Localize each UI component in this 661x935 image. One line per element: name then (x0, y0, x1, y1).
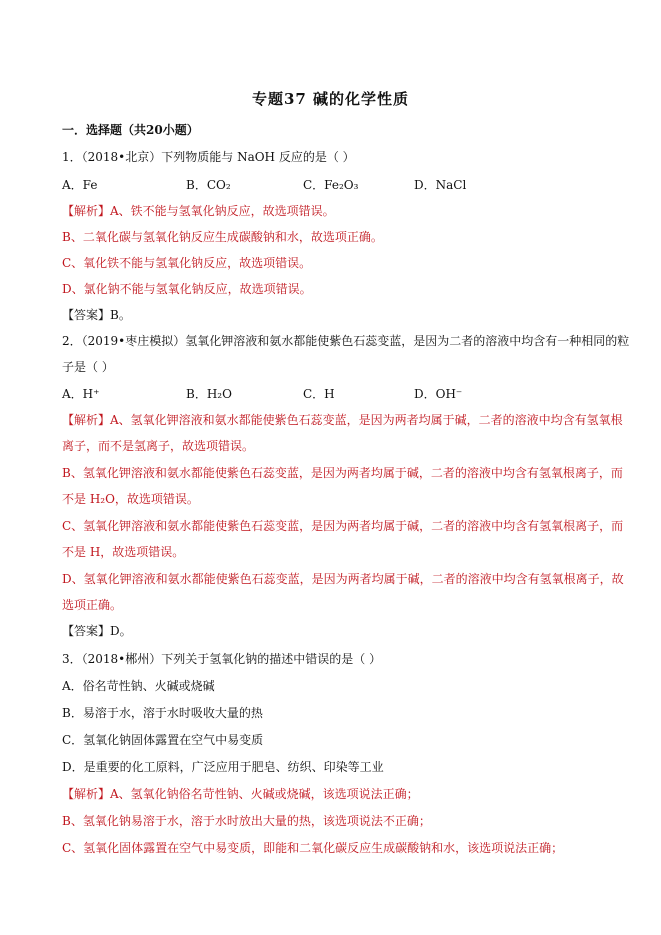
q2-analysis-line: 离子，而不是氢离子，故选项错误。 (62, 439, 255, 453)
q1-analysis-line: 【解析】A、铁不能与氢氧化钠反应，故选项错误。 (62, 204, 335, 218)
q1-option-c: C．Fe₂O₃ (303, 178, 359, 192)
q3-option-a: A．俗名苛性钠、火碱或烧碱 (62, 679, 215, 693)
q2-analysis-line: B、氢氧化钾溶液和氨水都能使紫色石蕊变蓝，是因为两者均属于碱，二者的溶液中均含有氢氧根离子，而 (62, 466, 623, 480)
question-3-stem: 3．（2018•郴州）下列关于氢氧化钠的描述中错误的是（ ） (62, 652, 382, 666)
q2-option-d: D．OH⁻ (414, 387, 463, 401)
q3-analysis-line: C、氢氧化固体露置在空气中易变质，即能和二氧化碳反应生成碳酸钠和水，该选项说法正确； (62, 841, 564, 855)
q1-option-d: D．NaCl (414, 178, 467, 192)
q3-option-b: B．易溶于水，溶于水时吸收大量的热 (62, 706, 263, 720)
q1-analysis-line: C、氧化铁不能与氢氧化钠反应，故选项错误。 (62, 256, 312, 270)
page-title: 专题37 碱的化学性质 (251, 90, 410, 108)
q2-analysis-line: 不是 H₂O，故选项错误。 (62, 492, 199, 506)
q2-analysis-line: D、氢氧化钾溶液和氨水都能使紫色石蕊变蓝，是因为两者均属于碱，二者的溶液中均含有氢氧根离子，故 (62, 572, 624, 586)
q2-answer: 【答案】D。 (62, 624, 132, 638)
q1-analysis-line: D、氯化钠不能与氢氧化钠反应，故选项错误。 (62, 282, 312, 296)
q1-option-b: B．CO₂ (186, 178, 231, 192)
q2-option-c: C．H (303, 387, 335, 401)
q3-option-d: D．是重要的化工原料，广泛应用于肥皂、纺织、印染等工业 (62, 760, 384, 774)
q3-option-c: C．氢氧化钠固体露置在空气中易变质 (62, 733, 264, 747)
q1-option-a: A．Fe (62, 178, 98, 192)
q2-analysis-line: 选项正确。 (62, 598, 123, 612)
question-2-stem: 2．（2019•枣庄模拟）氢氧化钾溶液和氨水都能使紫色石蕊变蓝，是因为二者的溶液中均含有一种相同的粒 (62, 334, 630, 348)
q1-analysis-line: B、二氧化碳与氢氧化钠反应生成碳酸钠和水，故选项正确。 (62, 230, 383, 244)
q3-analysis-line: B、氢氧化钠易溶于水，溶于水时放出大量的热，该选项说法不正确； (62, 814, 431, 828)
q2-analysis-line: 【解析】A、氢氧化钾溶液和氨水都能使紫色石蕊变蓝，是因为两者均属于碱，二者的溶液中均含有氢氧根 (62, 413, 623, 427)
q3-analysis-line: 【解析】A、氢氧化钠俗名苛性钠、火碱或烧碱，该选项说法正确； (62, 787, 419, 801)
question-2-stem: 子是（ ） (62, 360, 114, 374)
q2-option-b: B．H₂O (186, 387, 232, 401)
q2-option-a: A．H⁺ (62, 387, 100, 401)
section-heading: 一．选择题（共20小题） (62, 123, 199, 137)
q2-analysis-line: C、氢氧化钾溶液和氨水都能使紫色石蕊变蓝，是因为两者均属于碱，二者的溶液中均含有氢氧根离子，而 (62, 519, 624, 533)
q2-analysis-line: 不是 H，故选项错误。 (62, 545, 185, 559)
q1-answer: 【答案】B。 (62, 308, 131, 322)
question-1-stem: 1．（2018•北京）下列物质能与 NaOH 反应的是（ ） (62, 150, 355, 164)
